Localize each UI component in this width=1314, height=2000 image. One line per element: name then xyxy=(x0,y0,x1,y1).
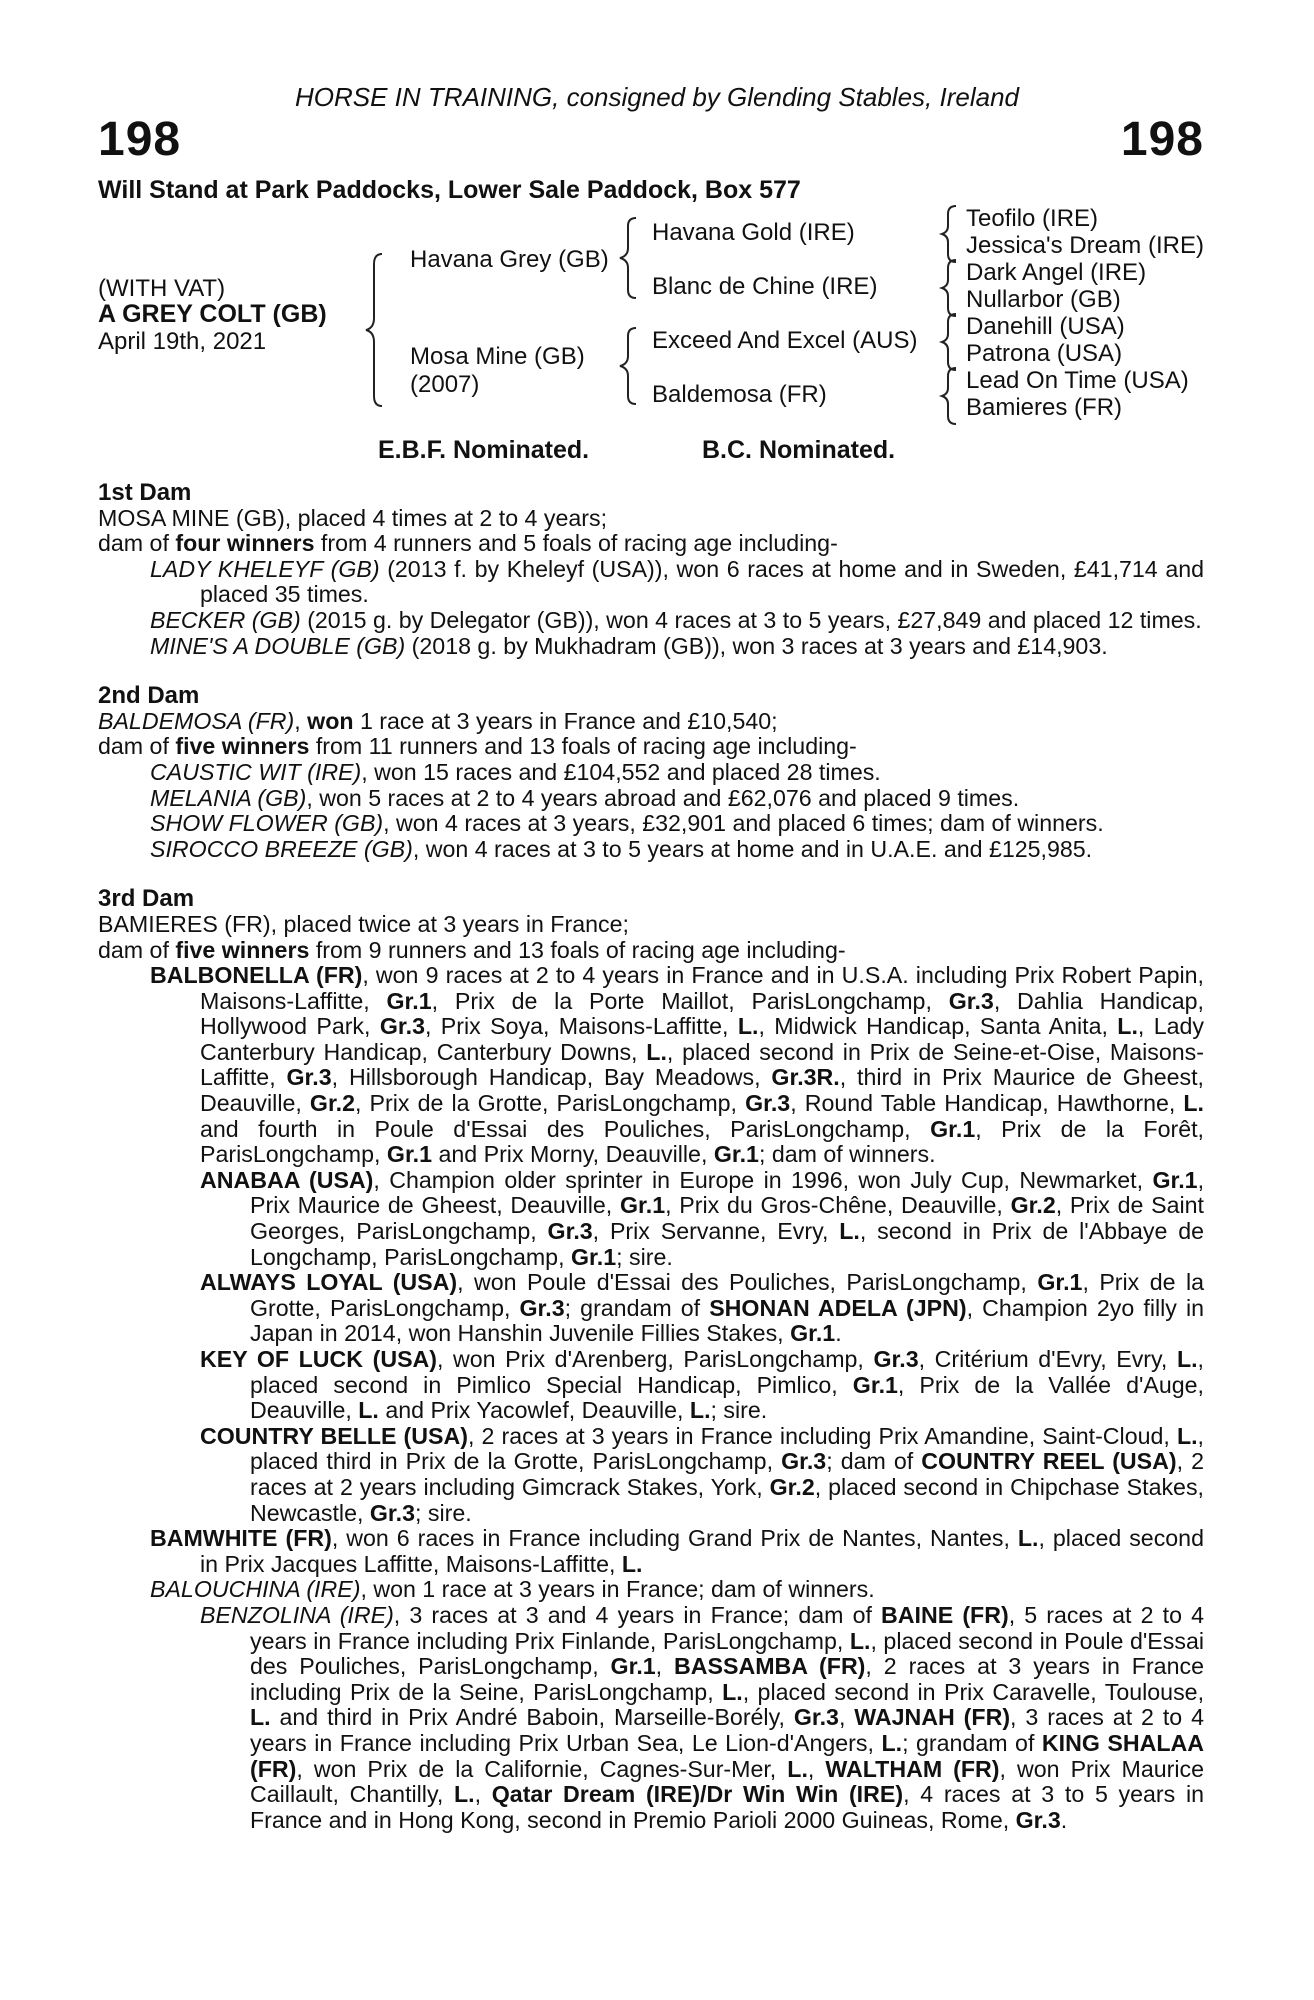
progeny-entry: SHOW FLOWER (GB), won 4 races at 3 years, £32,901 and placed 6 times; dam of winners. xyxy=(150,810,1104,837)
dds: Lead On Time (USA) xyxy=(966,367,1189,394)
dsd: Patrona (USA) xyxy=(966,340,1123,367)
progeny-entry: LADY KHELEYF (GB) (2013 f. by Kheleyf (USA)), won 6 races at home and in Sweden, £41,714 and placed 35 times. xyxy=(150,555,1205,608)
bc-nomination: B.C. Nominated. xyxy=(702,436,896,464)
sdd: Nullarbor (GB) xyxy=(966,286,1121,313)
dss: Danehill (USA) xyxy=(966,313,1125,340)
ebf-nomination: E.B.F. Nominated. xyxy=(378,436,590,464)
progeny-entry: MINE'S A DOUBLE (GB) (2018 g. by Mukhadram (GB)), won 3 races at 3 years and £14,903. xyxy=(150,632,1108,659)
second-dam-produce: dam of five winners from 11 runners and 13 foals of racing age including- xyxy=(98,733,857,760)
foaling-date: April 19th, 2021 xyxy=(98,328,267,355)
catalogue-header: HORSE IN TRAINING, consigned by Glending Stables, Ireland xyxy=(295,82,1019,112)
first-dam-produce: dam of four winners from 4 runners and 5 foals of racing age including- xyxy=(98,530,838,557)
progeny-entry: BENZOLINA (IRE), 3 races at 3 and 4 years in France; dam of BAINE (FR), 5 races at 2 to 4 years in France including Prix Finlande, ParisLongchamp, L., placed second in Poule d'Essai des Pouliches, ParisLongchamp, Gr.1, BASSAMBA (FR), 2 races at 3 years in France including Prix de la Seine, ParisLongchamp, L., placed second in Prix Caravelle, Toulouse, L. and third in Prix André Baboin, Marseille-Borély, Gr.3, WAJNAH (FR), 3 races at 2 to 4 years in France including Prix Urban Sea, Le Lion-d'Angers, L.; grandam of KING SHALAA (FR), won Prix de la Californie, Cagnes-Sur-Mer, L., WALTHAM (FR), won Prix Maurice Caillault, Chantilly, L., Qatar Dream (IRE)/Dr Win Win (IRE), 4 races at 3 to 5 years in France and in Hong Kong, second in Premio Parioli 2000 Guineas, Rome, Gr.3. xyxy=(200,1601,1205,1833)
sire: Havana Grey (GB) xyxy=(410,246,609,273)
third-dam-heading: 3rd Dam xyxy=(98,885,195,913)
progeny-entry: BALBONELLA (FR), won 9 races at 2 to 4 years in France and in U.S.A. including Prix Robert Papin, Maisons-Laffitte, Gr.1, Prix de la Porte Maillot, ParisLongchamp, Gr.3, Dahlia Handicap, Hollywood Park, Gr.3, Prix Soya, Maisons-Laffitte, L., Midwick Handicap, Santa Anita, L., Lady Canterbury Handicap, Canterbury Downs, L., placed second in Prix de Seine-et-Oise, Maisons-Laffitte, Gr.3, Hillsborough Handicap, Bay Meadows, Gr.3R., third in Prix Maurice de Gheest, Deauville, Gr.2, Prix de la Grotte, ParisLongchamp, Gr.3, Round Table Handicap, Hawthorne, L. and fourth in Poule d'Essai des Pouliches, ParisLongchamp, Gr.1, Prix de la Forêt, ParisLongchamp, Gr.1 and Prix Morny, Deauville, Gr.1; dam of winners. xyxy=(150,962,1205,1168)
vat-note: (WITH VAT) xyxy=(98,275,226,302)
sss: Teofilo (IRE) xyxy=(966,205,1099,232)
progeny-entry: KEY OF LUCK (USA), won Prix d'Arenberg, ParisLongchamp, Gr.3, Critérium d'Evry, Evry, L., placed second in Pimlico Special Handicap, Pimlico, Gr.1, Prix de la Vallée d'Auge, Deauville, L. and Prix Yacowlef, Deauville, L.; sire. xyxy=(200,1346,1204,1424)
ddd: Bamieres (FR) xyxy=(966,394,1123,421)
dam: Mosa Mine (GB) xyxy=(410,343,585,370)
stand-location: Will Stand at Park Paddocks, Lower Sale Paddock, Box 577 xyxy=(98,176,801,204)
progeny-entry: COUNTRY BELLE (USA), 2 races at 3 years in France including Prix Amandine, Saint-Cloud, L., placed third in Prix de la Grotte, ParisLongchamp, Gr.3; dam of COUNTRY REEL (USA), 2 races at 2 years including Gimcrack Stakes, York, Gr.2, placed second in Chipchase Stakes, Newcastle, Gr.3; sire. xyxy=(200,1422,1204,1526)
second-dam-summary: BALDEMOSA (FR), won 1 race at 3 years in France and £10,540; xyxy=(98,707,778,734)
progeny-entry: CAUSTIC WIT (IRE), won 15 races and £104,552 and placed 28 times. xyxy=(150,758,881,785)
lot-number-left: 198 xyxy=(98,113,182,166)
first-dam-summary: MOSA MINE (GB), placed 4 times at 2 to 4 years; xyxy=(98,504,608,531)
dam-dam: Baldemosa (FR) xyxy=(652,381,827,408)
lot-number-right: 198 xyxy=(1120,113,1204,166)
first-dam-heading: 1st Dam xyxy=(98,479,192,506)
dam-sire: Exceed And Excel (AUS) xyxy=(652,327,918,354)
progeny-entry: ANABAA (USA), Champion older sprinter in Europe in 1996, won July Cup, Newmarket, Gr.1, Prix Maurice de Gheest, Deauville, Gr.1, Prix du Gros-Chêne, Deauville, Gr.2, Prix de Saint Georges, ParisLongchamp, Gr.3, Prix Servanne, Evry, L., second in Prix de l'Abbaye de Longchamp, ParisLongchamp, Gr.1; sire. xyxy=(200,1166,1205,1270)
dam-year: (2007) xyxy=(410,371,480,398)
progeny-entry: MELANIA (GB), won 5 races at 2 to 4 years abroad and £62,076 and placed 9 times. xyxy=(150,784,1020,811)
progeny-entry: BAMWHITE (FR), won 6 races in France including Grand Prix de Nantes, Nantes, L., placed second in Prix Jacques Laffitte, Maisons-Laffitte, L. xyxy=(150,1525,1204,1577)
second-dam-heading: 2nd Dam xyxy=(98,682,200,710)
sds: Dark Angel (IRE) xyxy=(966,259,1147,286)
sire-dam: Blanc de Chine (IRE) xyxy=(652,273,878,300)
horse-name: A GREY COLT (GB) xyxy=(98,300,327,328)
ssd: Jessica's Dream (IRE) xyxy=(966,232,1204,259)
progeny-entry: SIROCCO BREEZE (GB), won 4 races at 3 to 5 years at home and in U.A.E. and £125,985. xyxy=(150,835,1093,862)
third-dam-produce: dam of five winners from 9 runners and 13 foals of racing age including- xyxy=(98,936,846,963)
progeny-entry: ALWAYS LOYAL (USA), won Poule d'Essai des Pouliches, ParisLongchamp, Gr.1, Prix de la Grotte, ParisLongchamp, Gr.3; grandam of SHONAN ADELA (JPN), Champion 2yo filly in Japan in 2014, won Hanshin Juvenile Fillies Stakes, Gr.1. xyxy=(200,1269,1205,1347)
sire-sire: Havana Gold (IRE) xyxy=(652,219,855,246)
dam-details xyxy=(98,480,1204,1833)
progeny-entry: BALOUCHINA (IRE), won 1 race at 3 years in France; dam of winners. xyxy=(150,1576,875,1603)
progeny-entry: BECKER (GB) (2015 g. by Delegator (GB)), won 4 races at 3 to 5 years, £27,849 and placed 12 times. xyxy=(150,606,1202,633)
third-dam-summary: BAMIERES (FR), placed twice at 3 years in France; xyxy=(98,910,629,937)
